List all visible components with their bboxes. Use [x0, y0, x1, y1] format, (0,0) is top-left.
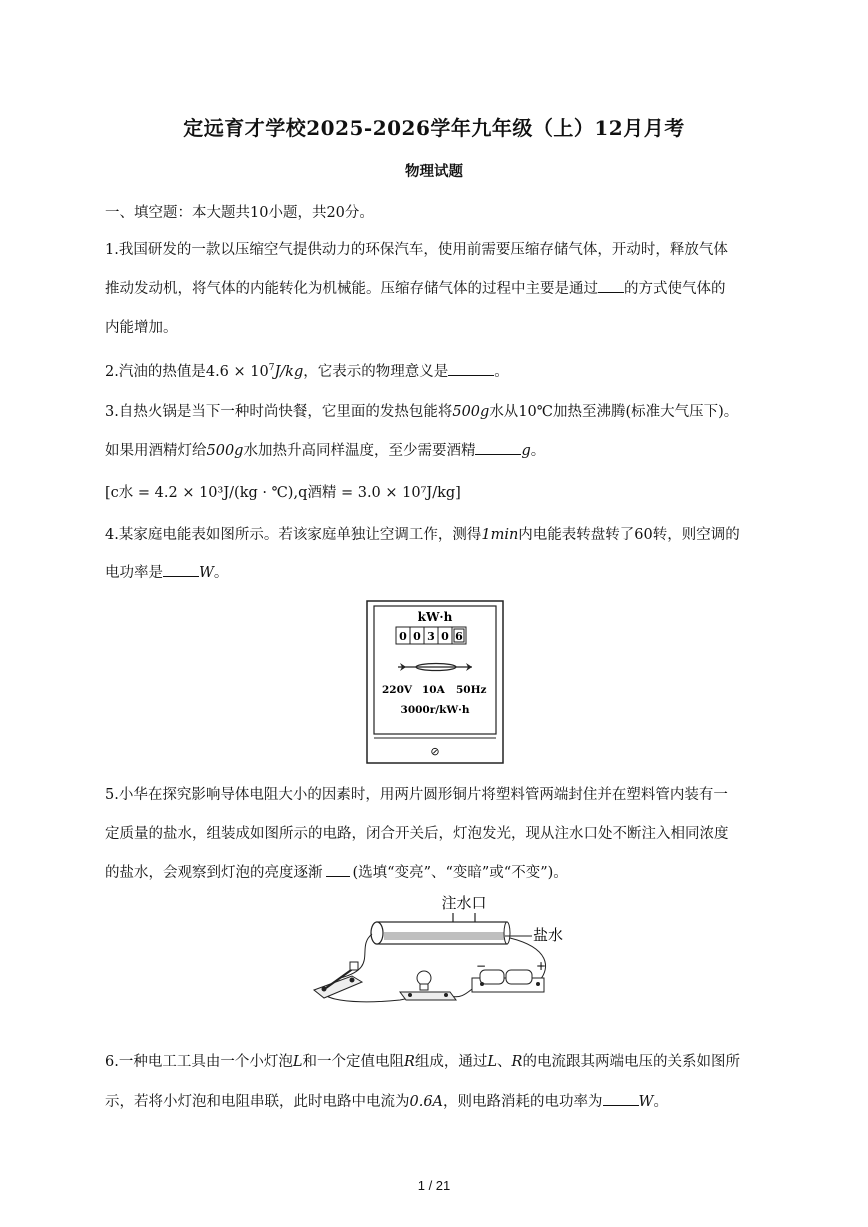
- q3-end: 。: [530, 443, 546, 459]
- q6-current: 0.6A: [409, 1094, 444, 1110]
- q4-end: 。: [213, 565, 229, 581]
- q4-turns: 60: [634, 527, 653, 543]
- battery-icon: [472, 970, 544, 992]
- q3-given: [c水 = 4.2 × 10³J/(kg · ℃),q酒精 = 3.0 × 10⁷J/kg]: [105, 485, 461, 501]
- q5-line3a: 的盐水，会观察到灯泡的亮度逐渐: [105, 865, 323, 881]
- q5-blank[interactable]: [326, 862, 350, 877]
- q6-L2: L: [487, 1054, 498, 1070]
- q2-post: ，它表示的物理意义是: [303, 364, 449, 380]
- q6-blank[interactable]: [603, 1091, 639, 1106]
- energy-meter-figure: [366, 600, 506, 766]
- knife-switch-icon: [314, 962, 362, 998]
- q4-line1c: 转，则空调的: [652, 527, 740, 543]
- q3-line2a: 如果用酒精灯给: [105, 443, 207, 459]
- battery-minus-label: −: [475, 959, 487, 973]
- section-heading: 一、填空题：本大题共10小题，共20分。: [105, 205, 374, 221]
- q3-line2b: 水加热升高同样温度，至少需要酒精: [243, 443, 476, 459]
- meter-digit: 0: [441, 630, 449, 643]
- saltwater-circuit-figure: [300, 888, 590, 1013]
- meter-digit: 6: [455, 630, 463, 643]
- q1-line1: 1.我国研发的一款以压缩空气提供动力的环保汽车，使用前需要压缩存储气体，开动时，释放气体: [105, 242, 728, 258]
- q2-line: [105, 360, 509, 381]
- q2-blank[interactable]: [448, 361, 494, 376]
- meter-voltage: 220V: [382, 684, 413, 696]
- meter-digit: 0: [399, 630, 407, 643]
- meter-bottom-symbol-icon: ⊘: [430, 745, 440, 758]
- q4-unit: W: [199, 565, 214, 581]
- q6-R2: R: [511, 1054, 523, 1070]
- exam-subtitle: 物理试题: [405, 163, 463, 180]
- meter-constant: 3000r/kW·h: [400, 704, 470, 716]
- q3-mass1: 500g: [452, 404, 490, 420]
- q3-line1: [105, 400, 738, 421]
- q4-line1b: 内电能表转盘转了: [518, 527, 635, 543]
- q3-blank[interactable]: [475, 440, 521, 455]
- meter-digit: 3: [427, 630, 435, 643]
- saltwater-label: 盐水: [533, 926, 564, 944]
- exam-title: 定远育才学校2025-2026学年九年级（上）12月月考: [183, 116, 685, 140]
- q6-end: 。: [653, 1094, 668, 1110]
- q6-unit: W: [638, 1094, 654, 1110]
- q3-temp: 10℃: [518, 404, 553, 420]
- q4-line2a: 电功率是: [105, 565, 163, 581]
- q3-line1c: 加热至沸腾(标准大气压下)。: [552, 404, 739, 420]
- q4-line2: [105, 561, 228, 582]
- q6-line1: [105, 1050, 740, 1071]
- q3-mass2: 500g: [206, 443, 244, 459]
- q2-unit: J/kg: [274, 364, 304, 380]
- q6-line1a: 6.一种电工工具由一个小灯泡: [105, 1054, 293, 1070]
- q6-line2b: ，则电路消耗的电功率为: [443, 1094, 603, 1110]
- q3-line2: [105, 439, 545, 460]
- battery-plus-label: +: [535, 959, 547, 973]
- q1-blank[interactable]: [598, 278, 624, 293]
- q1-line3: 内能增加。: [105, 320, 178, 336]
- q4-blank[interactable]: [163, 562, 199, 577]
- q6-line2a: 示，若将小灯泡和电阻串联，此时电路中电流为: [105, 1094, 410, 1110]
- meter-frequency: 50Hz: [456, 684, 487, 696]
- q6-R: R: [403, 1054, 415, 1070]
- q5-line3b: (选填“变亮”、“变暗”或“不变”)。: [352, 865, 568, 881]
- q3-unit: g: [521, 443, 531, 459]
- q1-line2-text: 推动发动机，将气体的内能转化为机械能。压缩存储气体的过程中主要是通过: [105, 281, 598, 297]
- q5-line2: 定质量的盐水，组装成如图所示的电路，闭合开关后，灯泡发光，现从注水口处不断注入相同浓度: [105, 826, 729, 842]
- q4-line1a: 4.某家庭电能表如图所示。若该家庭单独让空调工作，测得: [105, 527, 482, 543]
- q6-line1d: 的电流跟其两端电压的关系如图所: [522, 1054, 740, 1070]
- plastic-tube-icon: [371, 922, 510, 944]
- q2-end: 。: [494, 364, 509, 380]
- water-inlet-label: 注水口: [441, 894, 487, 912]
- q5-line1: 5.小华在探究影响导体电阻大小的因素时，用两片圆形铜片将塑料管两端封住并在塑料管内装有一: [105, 787, 728, 803]
- page-number: 1 / 21: [417, 1178, 451, 1193]
- q4-time: 1min: [481, 527, 519, 543]
- q1-line2: [105, 277, 726, 298]
- q3-line1a: 3.自热火锅是当下一种时尚快餐，它里面的发热包能将: [105, 404, 453, 420]
- q6-sep: 、: [497, 1054, 512, 1070]
- q6-line2: [105, 1090, 668, 1111]
- light-bulb-icon: [400, 971, 456, 1000]
- q3-line1b: 水从: [489, 404, 519, 420]
- q6-line1b: 和一个定值电阻: [302, 1054, 404, 1070]
- q1-line2-tail: 的方式使气体的: [624, 281, 726, 297]
- meter-digit: 0: [413, 630, 421, 643]
- meter-unit-label: kW·h: [417, 610, 453, 624]
- q2-pre: 2.汽油的热值是: [105, 364, 206, 380]
- meter-current: 10A: [422, 684, 445, 696]
- q2-value: 4.6 × 10: [205, 364, 269, 380]
- q4-line1: [105, 523, 740, 544]
- q5-line3: [105, 861, 568, 882]
- q6-line1c: 组成，通过: [414, 1054, 488, 1070]
- q2-exp: 7: [268, 363, 275, 374]
- q6-L: L: [292, 1054, 303, 1070]
